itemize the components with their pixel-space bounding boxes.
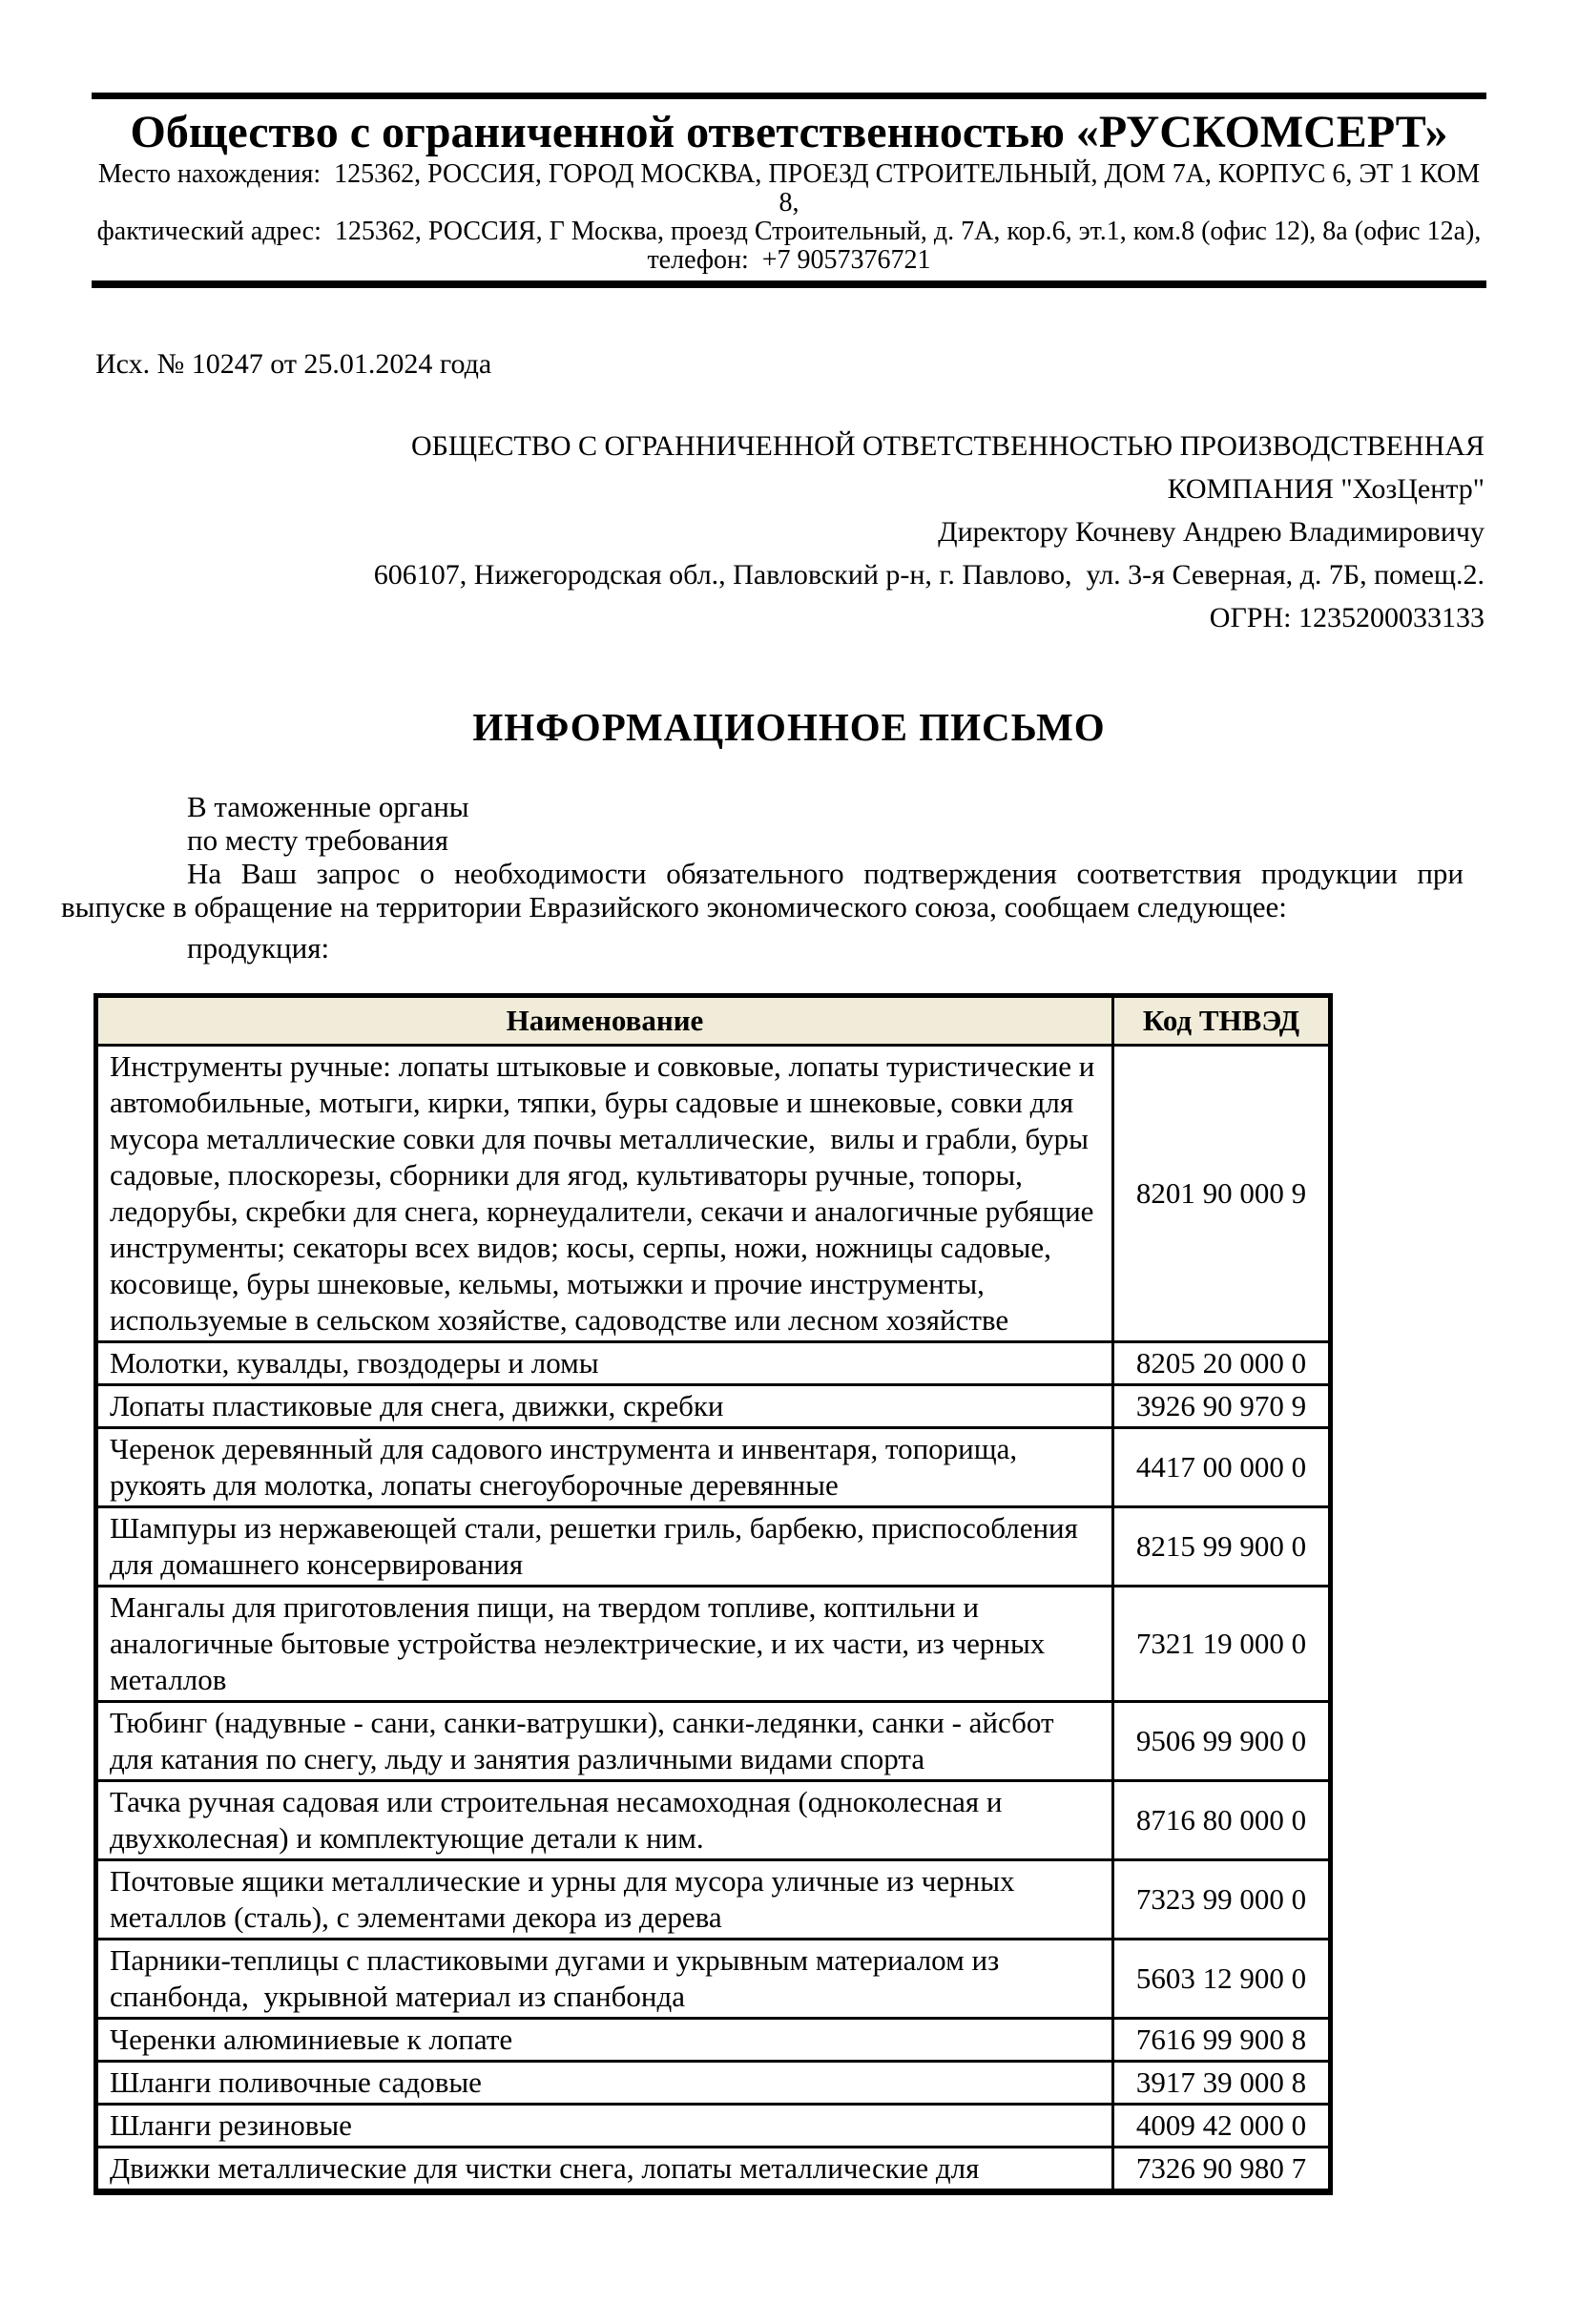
table-row <box>96 1428 1331 1507</box>
product-name-cell: Шампуры из нержавеющей стали, решетки гриль, барбекю, приспособления для домашнего консервирования <box>96 1507 1113 1587</box>
product-name-cell: Тюбинг (надувные - сани, санки-ватрушки), санки-ледянки, санки - айсбот для катания по снегу, льду и занятия различными видами спорта <box>96 1702 1113 1781</box>
tnved-code-cell: 8716 80 000 0 <box>1113 1781 1331 1860</box>
body-addressee-line1: В таможенные органы <box>187 790 469 823</box>
tnved-code-cell: 5603 12 900 0 <box>1113 1940 1331 2019</box>
product-name-cell: Тачка ручная садовая или строительная несамоходная (одноколесная и двухколесная) и комплектующие детали к ним. <box>96 1781 1113 1860</box>
letter-body <box>0 790 1578 965</box>
tnved-code-cell: 7321 19 000 0 <box>1113 1587 1331 1702</box>
table-row <box>96 1781 1331 1860</box>
recipient-director: Директору Кочневу Андрею Владимировичу <box>938 516 1485 548</box>
table-row <box>96 1385 1331 1428</box>
product-table-body <box>96 1046 1331 2192</box>
tnved-code-cell: 8215 99 900 0 <box>1113 1507 1331 1587</box>
letterhead-top-rule <box>92 93 1486 99</box>
tnved-code-cell: 7326 90 980 7 <box>1113 2148 1331 2192</box>
col-header-name: Наименование <box>96 996 1113 1046</box>
table-row <box>96 1940 1331 2019</box>
tnved-code-cell: 8201 90 000 9 <box>1113 1046 1331 1342</box>
product-name-cell: Мангалы для приготовления пищи, на твердом топливе, коптильни и аналогичные бытовые устройства неэлектрические, и их части, из черных металлов <box>96 1587 1113 1702</box>
tnved-code-cell: 4009 42 000 0 <box>1113 2105 1331 2148</box>
body-paragraph: На Ваш запрос о необходимости обязательного подтверждения соответствия продукции при выпуске в обращение на территории Евразийского экономического союза, сообщаем следующее: <box>61 857 1464 923</box>
product-name-cell: Черенки алюминиевые к лопате <box>96 2019 1113 2062</box>
recipient-company-line1: ОБЩЕСТВО С ОГРАННИЧЕННОЙ ОТВЕТСТВЕННОСТЬЮ ПРОИЗВОДСТВЕННАЯ <box>411 430 1485 462</box>
tnved-code-cell: 7323 99 000 0 <box>1113 1860 1331 1940</box>
table-row <box>96 1342 1331 1385</box>
letterhead-phone-line: телефон: +7 9057376721 <box>647 245 931 275</box>
tnved-code-cell: 3926 90 970 9 <box>1113 1385 1331 1428</box>
table-header-row <box>96 996 1331 1046</box>
product-name-cell: Черенок деревянный для садового инструмента и инвентаря, топорища, рукоять для молотка, лопаты снегоуборочные деревянные <box>96 1428 1113 1507</box>
table-row <box>96 1587 1331 1702</box>
product-name-cell: Молотки, кувалды, гвоздодеры и ломы <box>96 1342 1113 1385</box>
products-label: продукция: <box>187 931 330 965</box>
letterhead-bottom-rule <box>92 280 1486 288</box>
col-header-tnved-code: Код ТНВЭД <box>1113 996 1331 1046</box>
product-name-cell: Почтовые ящики металлические и урны для мусора уличные из черных металлов (сталь), с элементами декора из дерева <box>96 1860 1113 1940</box>
tnved-code-cell: 7616 99 900 8 <box>1113 2019 1331 2062</box>
tnved-code-cell: 3917 39 000 8 <box>1113 2062 1331 2105</box>
recipient-company-line2: КОМПАНИЯ "ХозЦентр" <box>1167 473 1485 505</box>
letterhead-address-line1: Место нахождения: 125362, РОССИЯ, ГОРОД МОСКВА, ПРОЕЗД СТРОИТЕЛЬНЫЙ, ДОМ 7А, КОРПУС 6, ЭТ 1 КОМ 8, <box>97 159 1487 218</box>
product-name-cell: Движки металлические для чистки снега, лопаты металлические для <box>96 2148 1113 2192</box>
product-name-cell: Лопаты пластиковые для снега, движки, скребки <box>96 1385 1113 1428</box>
tnved-code-cell: 9506 99 900 0 <box>1113 1702 1331 1781</box>
table-row <box>96 2019 1331 2062</box>
body-addressee-line2: по месту требования <box>187 823 449 857</box>
tnved-code-cell: 4417 00 000 0 <box>1113 1428 1331 1507</box>
product-name-cell: Шланги резиновые <box>96 2105 1113 2148</box>
tnved-code-cell: 8205 20 000 0 <box>1113 1342 1331 1385</box>
table-row <box>96 2148 1331 2192</box>
product-name-cell: Парники-теплицы с пластиковыми дугами и укрывным материалом из спанбонда, укрывной материал из спанбонда <box>96 1940 1113 2019</box>
recipient-block <box>93 425 1485 639</box>
table-row <box>96 1507 1331 1587</box>
table-row <box>96 1860 1331 1940</box>
recipient-ogrn: ОГРН: 1235200033133 <box>1209 602 1485 633</box>
product-name-cell: Шланги поливочные садовые <box>96 2062 1113 2105</box>
table-row <box>96 1046 1331 1342</box>
letter-title: ИНФОРМАЦИОННОЕ ПИСЬМО <box>472 705 1106 749</box>
outgoing-ref-line: Исх. № 10247 от 25.01.2024 года <box>95 348 492 380</box>
letterhead <box>92 93 1486 288</box>
product-table <box>93 993 1333 2195</box>
company-name: Общество с ограниченной ответственностью «РУСКОМСЕРТ» <box>130 107 1448 157</box>
recipient-address: 606107, Нижегородская обл., Павловский р-н, г. Павлово, ул. 3-я Северная, д. 7Б, помещ.2. <box>373 559 1485 591</box>
document-page <box>0 93 1578 2324</box>
table-row <box>96 1702 1331 1781</box>
table-row <box>96 2062 1331 2105</box>
letterhead-address-line2: фактический адрес: 125362, РОССИЯ, Г Москва, проезд Строительный, д. 7А, кор.6, эт.1, ком.8 (офис 12), 8а (офис 12а), <box>96 217 1482 246</box>
product-name-cell: Инструменты ручные: лопаты штыковые и совковые, лопаты туристические и автомобильные, мотыги, кирки, тяпки, буры садовые и шнековые, совки для мусора металлические совки для почвы металлические, вилы и грабли, буры садовые, плоскорезы, сборники для ягод, культиваторы ручные, топоры, ледорубы, скребки для снега, корнеудалители, секачи и аналогичные рубящие инструменты; секаторы всех видов; косы, серпы, ножи, ножницы садовые, косовище, буры шнековые, кельмы, мотыжки и прочие инструменты, используемые в сельском хозяйстве, садоводстве или лесном хозяйстве <box>96 1046 1113 1342</box>
table-row <box>96 2105 1331 2148</box>
